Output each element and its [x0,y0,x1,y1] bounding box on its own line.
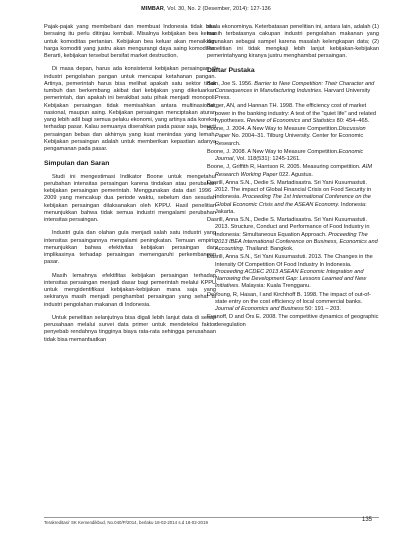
references-title: Daftar Pustaka [207,67,255,75]
right-column [207,24,379,330]
reference-item: DeYoung, R, Hasan, I and Kirchhoff B. 1998. The impact of out-of-state entry on the cost efficiency of local commercial banks. Journal of Economics and Business 50: 191 – 203. [207,291,371,312]
reference-item: Dasrill, Anna S.N., Dedie S. Martadisastra. Sri Yani Kusumastuti. 2012. The impact of Global Financial Crisis on Food Security in Indonesia. Proceeding The 1st International Conference on the Global Economic Crisis and the ASEAN Economy. Indonesia: Jakarta. [207,179,372,215]
paragraph: Untuk penelitian selanjutnya bisa digali lebih lanjut data di setiap perusahaan melalui survei data primer untuk mendeteksi faktor penyebab rendahnya tingginya biaya rata-rata sehingga perusahaan tidak bisa memanfaatkan [44,314,216,343]
reference-item: Evanoff, D and Örs E. 2008. The competitive dynamics of geographic deregulation [207,314,379,328]
paragraph: Masih lemahnya efektifitas kebijakan persaingan terhadap intensitas persaingan menjadi dasar bagi pemerintah melalui KPPU untuk mengidentifikasi kebijakan-kebijakan mana saja yang sekiranya masih menjadi penghambat persaingan yang sehat di industri pengolahan makanan di Indonesia. [44,272,216,308]
paragraph: Industri gula dan olahan gula menjadi salah satu industri yang intensitas persaingannya mengalami peningkatan. Temuan empiris menunjukkan bahwa efektivitas kebijakan persaingan dan implikasinya terhadap persaingan memengaruhi perkembangan pasar. [44,230,216,266]
accreditation-footer: Terakreditasi' SK Kemendikbud, No.040/P/2014, berlaku 18-02-2014 s.d 18-02-2019 [44,517,379,525]
reference-item: Boone, J. 2004. A New Way to Measure Competition.Discussion Paper No. 2004–31. Tilburg University. Center for Economic Research. [207,126,366,147]
reference-list [207,81,379,329]
paragraph: Di masa depan, harus ada konsistensi kebijakan persaingan di industri pengolahan pangan untuk mencapai ketahanan pangan. Artinya, pemerintah harus bisa melihat apakah satu sektor tidak tumbuh dan berkembang akibat dari kebijakan yang dikeluarkan pemerintah, dan apakah ini berakibat satu pihak menjadi monopoli. Kebijakan persaingan tidak memisahkan antara multinasional, nasional, maupun asing. Kebijakan persaingan menciptakan aturan yang lebih adil bagi semua pelaku ekonomi, yang artinya ada koreksi terhadap pasar. Kalau semuanya diserahkan pada pasar saja, berarti persaingan bebas dan akhirnya yang kuat menindas yang lemah. Kebijakan persaingan adalah untuk memberikan kepastian adanya pengamanan pada pasar. [44,66,216,152]
running-header [0,6,412,12]
journal-details: , Vol. 30, No. 2 (Desember, 2014): 127-136 [163,6,271,12]
left-column [44,24,216,350]
journal-name: MIMBAR [141,6,164,12]
reference-item: Dasrill, Anna S.N., Sri Yani Kusumastuti. 2013. The Changes in the Intensity Of Competition Of Food Industry In Indonesia. Proceeding ACDEC 2013 ASEAN Economic Integration and Narrowing the Development Gap: Lessons Learned and New Initiatives. Malaysia: Kuala Trengganu. [207,254,373,290]
page-number: 135 [361,517,372,523]
paragraph: Pajak-pajak yang membebani dan membuat Indonesia tidak bisa bersaing itu perlu ditinjau kembali. Misalnya kebijakan bea keluar untuk komoditas pertanian. Kebijakan bea keluar akan menaikkan harga komoditi yang justru akan mengurangi daya saing komoditas. Berarti, kebijakan tersebut bersifat market destruction. [44,24,216,59]
reference-item: Dasrill, Anna S.N., Dedie S. Martadisastra. Sri Yani Kusumastuti. 2013. Structure, Conduct and Performance of Food Industry in Indonesia: Simultaneous Equation Approach. Proceeding The 2013 IBEA International Conference on Business, Economics and Accounting. Thailand: Bangkok. [207,217,378,252]
reference-item: Boone, J. 2008. A New Way to Measure Competition.Economic Journal, Vol. 118(531): 1245-1261. [207,148,364,162]
reference-item: Boone, J, Griffith R, Harrison R. 2005. Measuring competition. AIM Research Working Paper 022. Agustus. [207,164,372,178]
reference-item: Bain, Joe S. 1956. Barrier to New Competition: Their Character and Consequences in Manufacturing Industries. Harvard University Press. [207,80,375,101]
reference-item: Berger, AN, and Hannan TH. 1998. The efficiency cost of market power in the banking industry: A test of the "quiet life" and related hypotheses. Review of Economics and Statistics 80: 454–465. [207,103,377,124]
paragraph: skala ekonominya. Keterbatasan penelitian ini, antara lain, adalah (1) masih terbatasnya cakupan industri pengolahan makanan yang digunakan sebagai sampel karena masalah kelengkapan data; (2) Penelitian ini tidak mengkaji lebih lanjut kebijakan-kebijakan pemerintahyang kiranya justru menghambat persaingan. [207,24,379,59]
paragraph: Studi ini mengestimasi Indikator Boone untuk mengetahui perubahan intensitas persaingan karena tindakan atau perubahan kebijakan persaingan pemerintah. Menggunakan data dari 1996 - 2009 yang mencakup dua periode waktu, sebelum dan sesudah kebijakan persaingan dilaksanakan oleh KPPU. Hasil penelitian menunjukkan bahwa tidak semua industri mengalami perubahan intensitas persaingan. [44,173,216,223]
section-title: Simpulan dan Saran [44,160,110,168]
